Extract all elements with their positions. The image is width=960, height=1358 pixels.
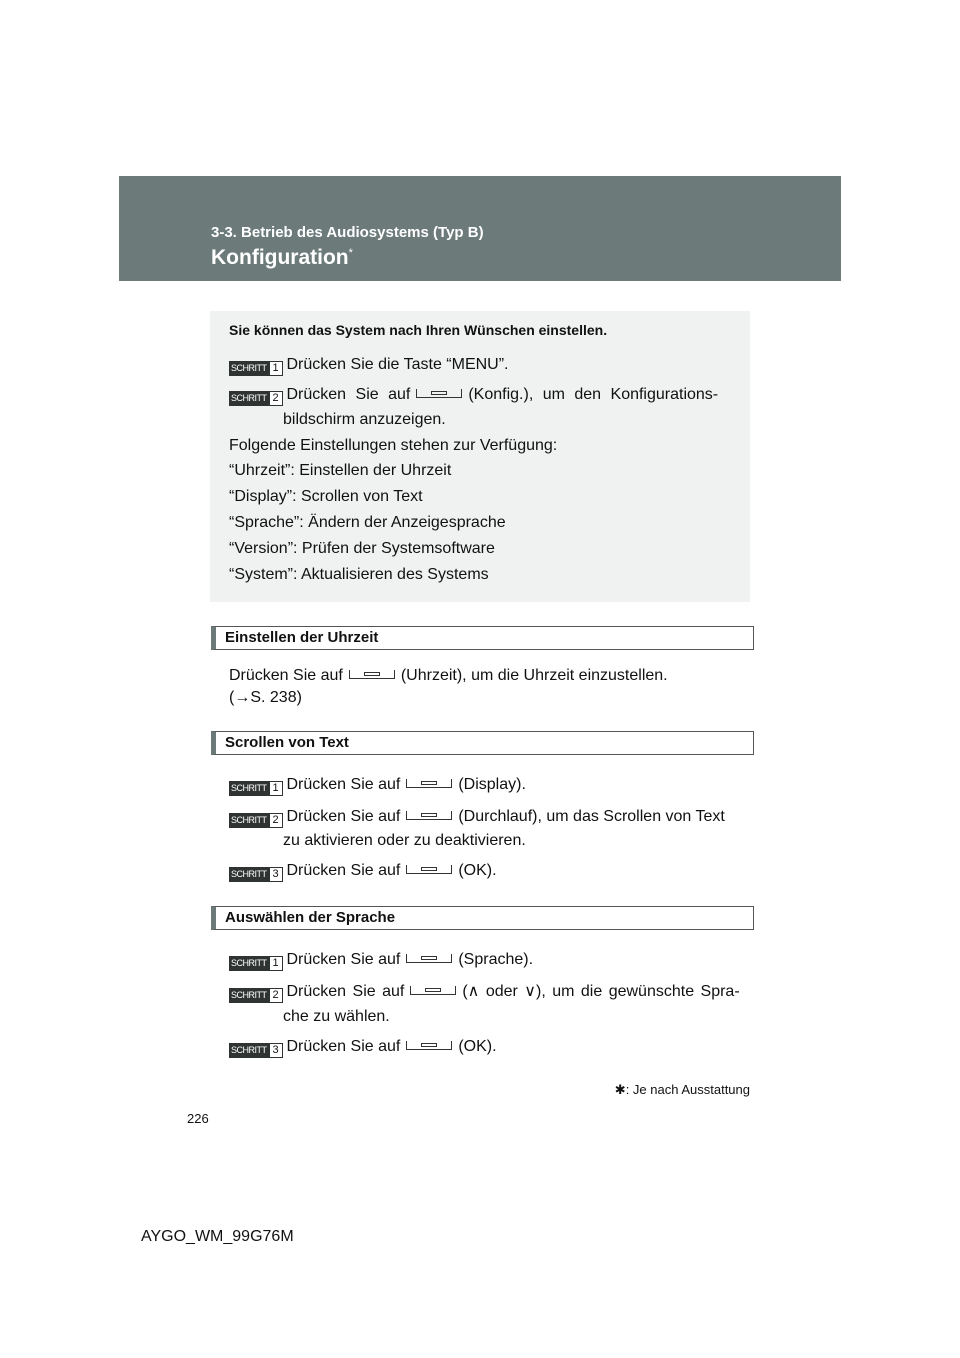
- document-code: AYGO_WM_99G76M: [141, 1228, 294, 1245]
- step-badge: [229, 867, 283, 882]
- step-badge: [229, 391, 283, 406]
- intro-box: [210, 311, 750, 602]
- language-step-2: [229, 983, 740, 1003]
- step-badge: [229, 1043, 283, 1058]
- button-icon: [406, 865, 452, 874]
- button-icon: [410, 986, 456, 995]
- step-badge-label: SCHRITT: [229, 988, 269, 1003]
- section-label: 3-3. Betrieb des Audiosystems (Typ B): [211, 224, 484, 241]
- step-badge-label: SCHRITT: [229, 1043, 269, 1058]
- intro-line: Folgende Einstellungen stehen zur Verfügung:: [229, 437, 558, 454]
- text: (Display).: [458, 776, 526, 793]
- text: (∧ oder ∨), um die gewünschte Spra-: [462, 983, 740, 1000]
- text: Drücken Sie auf: [286, 951, 401, 968]
- text: Drücken Sie auf: [286, 983, 405, 1000]
- intro-line: “Version”: Prüfen der Systemsoftware: [229, 540, 495, 557]
- text: (Konfig.), um den Konfigurations-: [468, 386, 719, 403]
- step-badge: [229, 988, 283, 1003]
- button-icon: [349, 670, 395, 679]
- step-number: 1: [269, 781, 283, 796]
- step-badge-label: SCHRITT: [229, 867, 269, 882]
- text: Drücken Sie auf: [286, 1038, 401, 1055]
- scroll-step-2: [229, 808, 725, 828]
- button-icon: [406, 954, 452, 963]
- section-heading-clock: [211, 626, 754, 650]
- step-badge: [229, 956, 283, 971]
- text: Drücken Sie die Taste “MENU”.: [286, 356, 509, 373]
- step-number: 1: [269, 956, 283, 971]
- text: (Uhrzeit), um die Uhrzeit einzustellen.: [400, 667, 668, 684]
- step-badge-label: SCHRITT: [229, 781, 269, 796]
- step-number: 3: [269, 1043, 283, 1058]
- step-badge-label: SCHRITT: [229, 956, 269, 971]
- step-number: 2: [269, 391, 283, 406]
- step-badge: [229, 361, 283, 376]
- section-heading-scroll: [211, 731, 754, 755]
- language-step-1: [229, 951, 533, 971]
- text: Einstellen der Uhrzeit: [225, 629, 379, 646]
- step-number: 2: [269, 988, 283, 1003]
- page-title: [211, 246, 353, 270]
- button-icon: [406, 779, 452, 788]
- text: Auswählen der Sprache: [225, 909, 396, 926]
- asterisk-mark: *: [348, 247, 353, 259]
- intro-lead: Sie können das System nach Ihren Wünschen einstellen.: [229, 322, 608, 338]
- step-number: 2: [269, 813, 283, 828]
- scroll-step-1: [229, 776, 526, 796]
- section-heading-language: [211, 906, 754, 930]
- text: (Durchlauf), um das Scrollen von Text: [458, 808, 725, 825]
- button-icon: [416, 389, 462, 398]
- text: Drücken Sie auf: [286, 808, 401, 825]
- title-text: Konfiguration: [211, 246, 349, 269]
- step-badge: [229, 813, 283, 828]
- scroll-step-3: [229, 862, 497, 882]
- text: (OK).: [458, 862, 497, 879]
- intro-step-2: [229, 386, 718, 406]
- step-number: 1: [269, 361, 283, 376]
- chapter-header: [119, 176, 841, 281]
- step-continuation: bildschirm anzuzeigen.: [283, 411, 446, 428]
- step-continuation: che zu wählen.: [283, 1008, 390, 1025]
- intro-line: “Uhrzeit”: Einstellen der Uhrzeit: [229, 462, 452, 479]
- step-badge-label: SCHRITT: [229, 391, 269, 406]
- step-continuation: zu aktivieren oder zu deaktivieren.: [283, 832, 526, 849]
- button-icon: [406, 811, 452, 820]
- text: Drücken Sie auf: [286, 386, 411, 403]
- step-number: 3: [269, 867, 283, 882]
- intro-line: “Sprache”: Ändern der Anzeigesprache: [229, 514, 506, 531]
- step-badge-label: SCHRITT: [229, 361, 269, 376]
- text: (Sprache).: [458, 951, 534, 968]
- intro-step-1: [229, 356, 509, 376]
- page-number: 226: [187, 1111, 209, 1126]
- footnote: ✱: Je nach Ausstattung: [614, 1082, 750, 1097]
- clock-instruction: [229, 667, 668, 685]
- intro-line: “System”: Aktualisieren des Systems: [229, 566, 489, 583]
- text: (OK).: [458, 1038, 497, 1055]
- step-badge-label: SCHRITT: [229, 813, 269, 828]
- button-icon: [406, 1041, 452, 1050]
- language-step-3: [229, 1038, 497, 1058]
- text: Scrollen von Text: [225, 734, 349, 751]
- text: Drücken Sie auf: [286, 862, 401, 879]
- step-badge: [229, 781, 283, 796]
- text: Drücken Sie auf: [229, 667, 343, 684]
- page-reference: (→S. 238): [229, 689, 302, 706]
- intro-line: “Display”: Scrollen von Text: [229, 488, 423, 505]
- text: Drücken Sie auf: [286, 776, 401, 793]
